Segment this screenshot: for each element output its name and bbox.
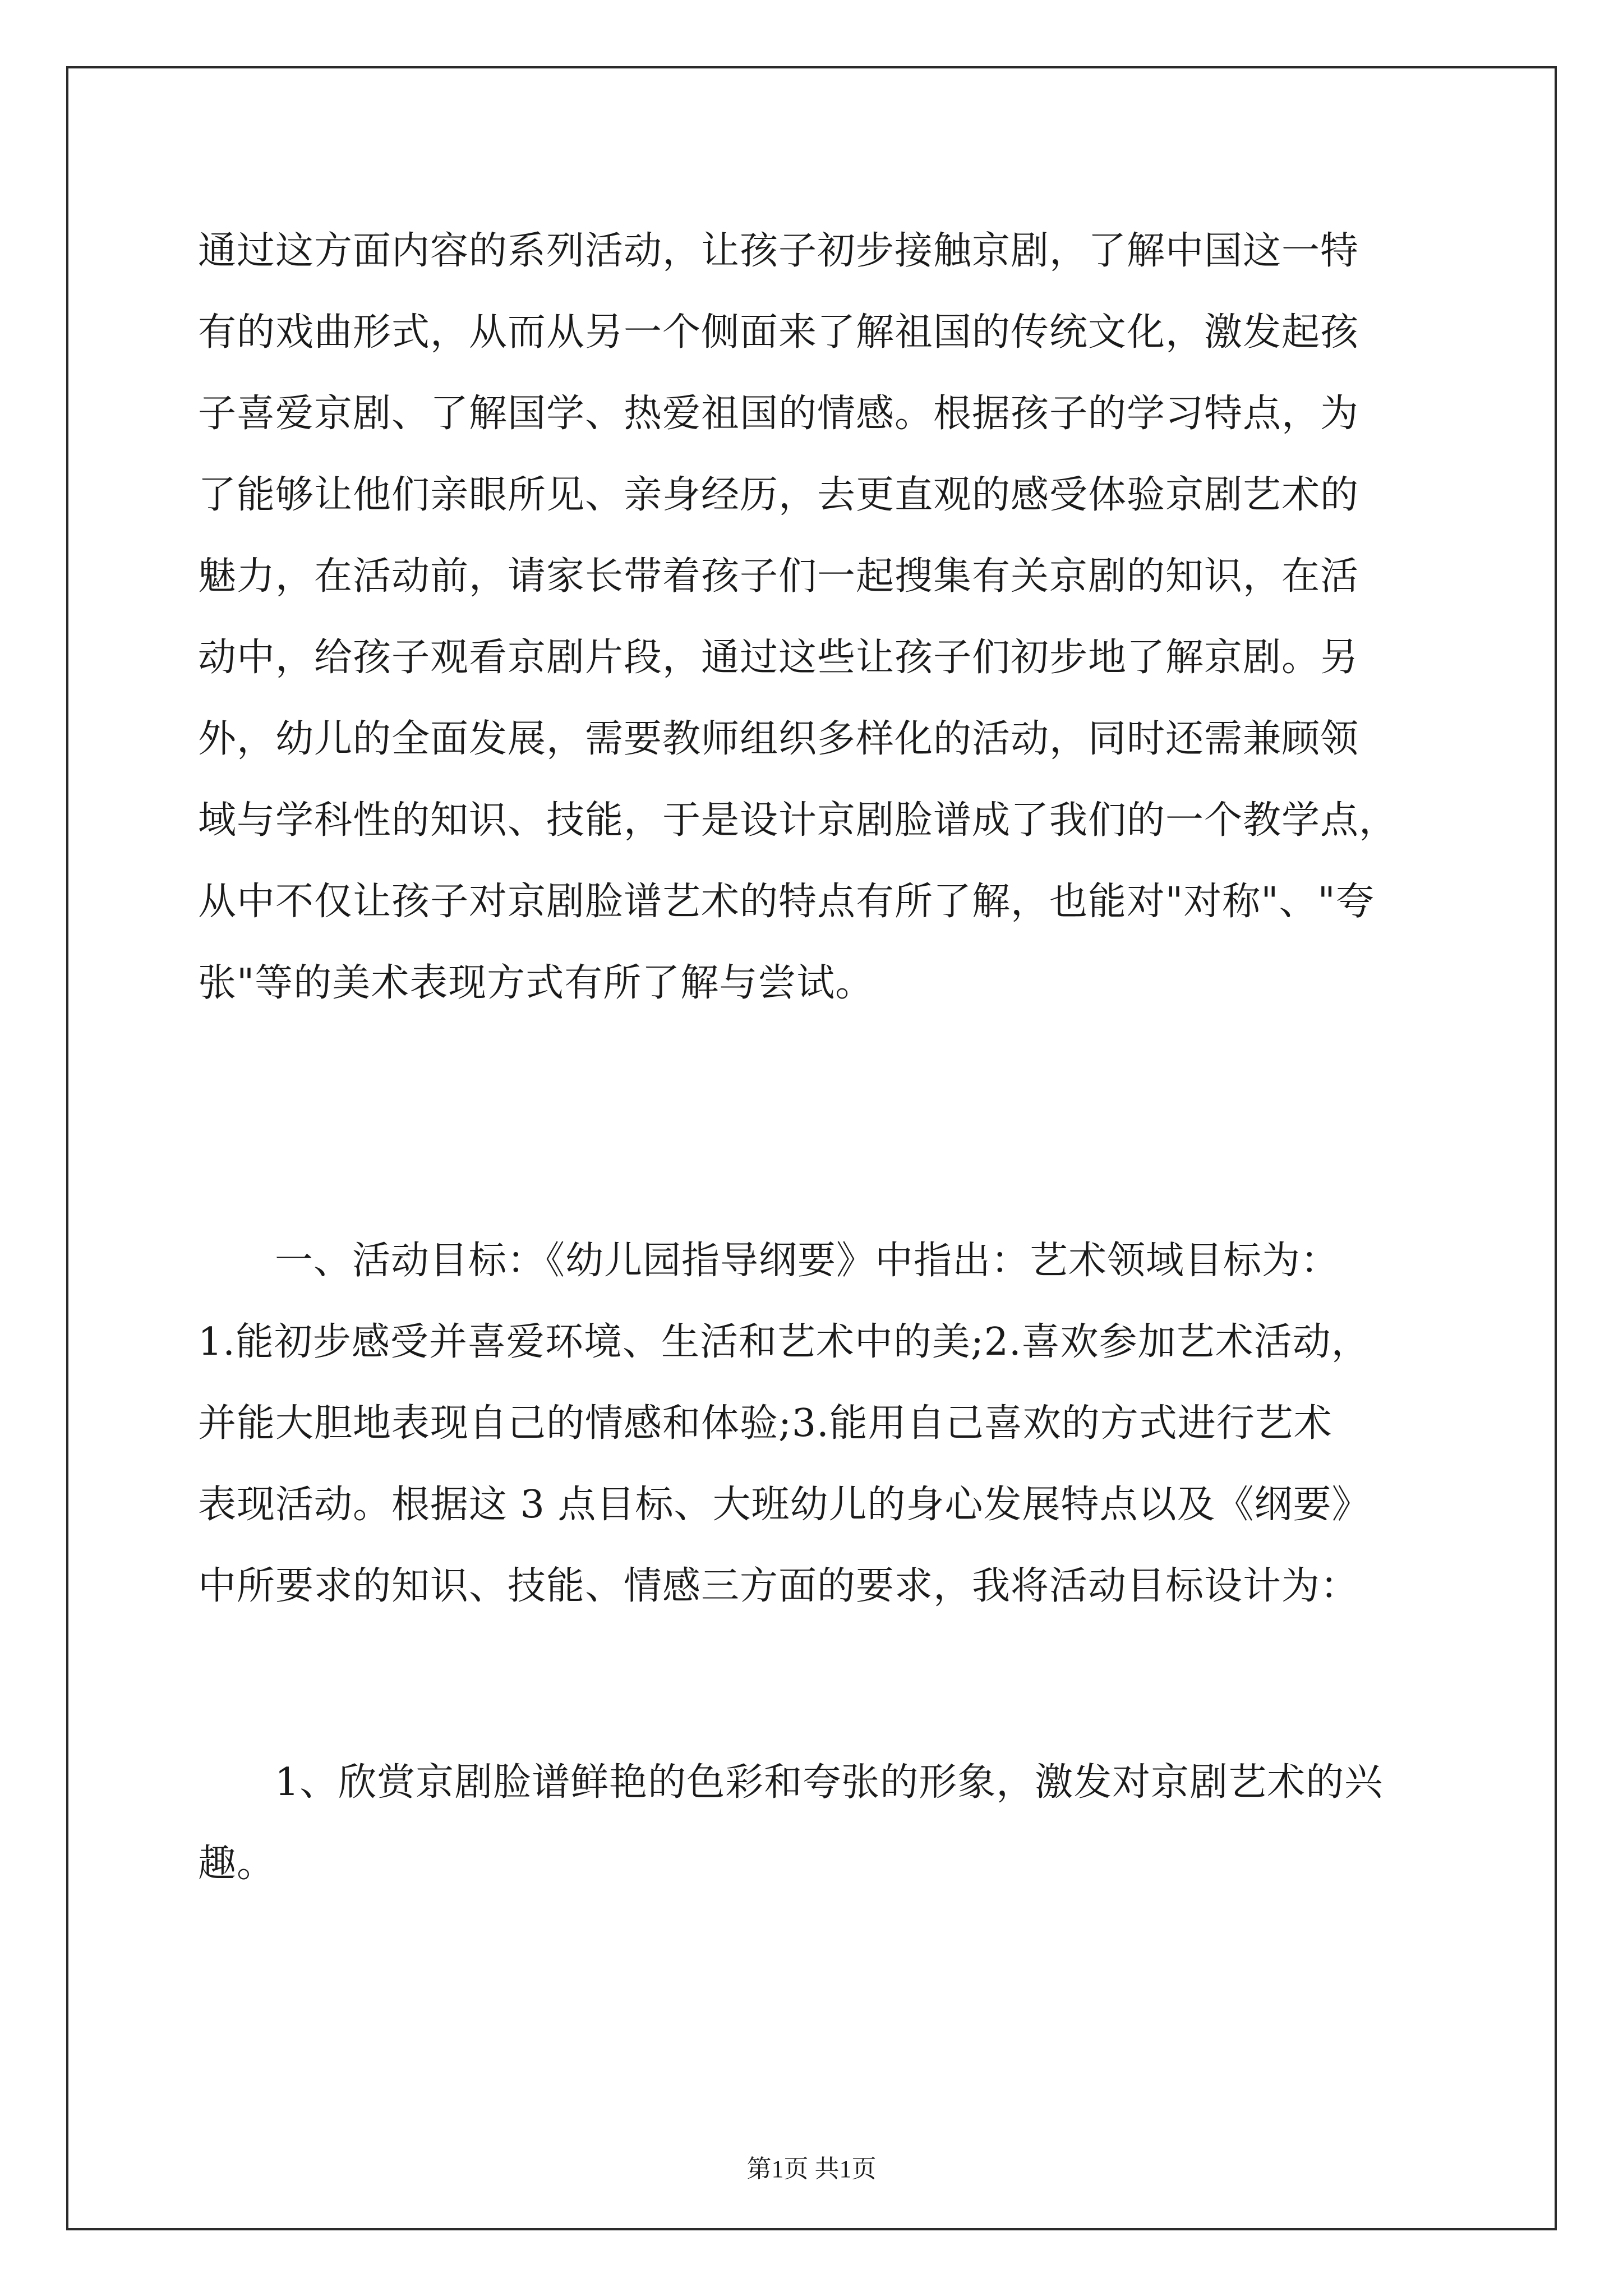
text-line: 魅力，在活动前，请家长带着孩子们一起搜集有关京剧的知识，在活 (198, 554, 1359, 599)
text-line: 子喜爱京剧、了解国学、热爱祖国的情感。根据孩子的学习特点，为 (198, 392, 1359, 436)
text-line: 并能大胆地表现自己的情感和体验;3.能用自己喜欢的方式进行艺术 (198, 1401, 1332, 1446)
text-line: 表现活动。根据这 3 点目标、大班幼儿的身心发展特点以及《纲要》 (198, 1483, 1371, 1527)
text-line: 张"等的美术表现方式有所了解与尝试。 (198, 961, 874, 1005)
text-line: 动中，给孩子观看京剧片段，通过这些让孩子们初步地了解京剧。另 (198, 636, 1359, 680)
text-line: 域与学科性的知识、技能，于是设计京剧脸谱成了我们的一个教学点， (198, 798, 1398, 843)
text-line: 1、欣赏京剧脸谱鲜艳的色彩和夸张的形象，激发对京剧艺术的兴 (275, 1760, 1384, 1805)
page-footer: 第1页 共1页 (746, 2155, 877, 2183)
text-line: 有的戏曲形式，从而从另一个侧面来了解祖国的传统文化，激发起孩 (198, 310, 1359, 355)
text-line: 外，幼儿的全面发展，需要教师组织多样化的活动，同时还需兼顾领 (198, 717, 1359, 761)
text-line: 通过这方面内容的系列活动，让孩子初步接触京剧，了解中国这一特 (198, 229, 1359, 273)
text-line: 1.能初步感受并喜爱环境、生活和艺术中的美;2.喜欢参加艺术活动， (198, 1320, 1370, 1364)
text-line: 了能够让他们亲眼所见、亲身经历，去更直观的感受体验京剧艺术的 (198, 473, 1359, 517)
text-line: 中所要求的知识、技能、情感三方面的要求，我将活动目标设计为： (198, 1564, 1359, 1608)
text-line: 趣。 (198, 1842, 276, 1886)
text-line: 一、活动目标：《幼儿园指导纲要》中指出：艺术领域目标为： (275, 1239, 1340, 1283)
text-line: 从中不仅让孩子对京剧脸谱艺术的特点有所了解，也能对"对称"、"夸 (198, 880, 1375, 924)
